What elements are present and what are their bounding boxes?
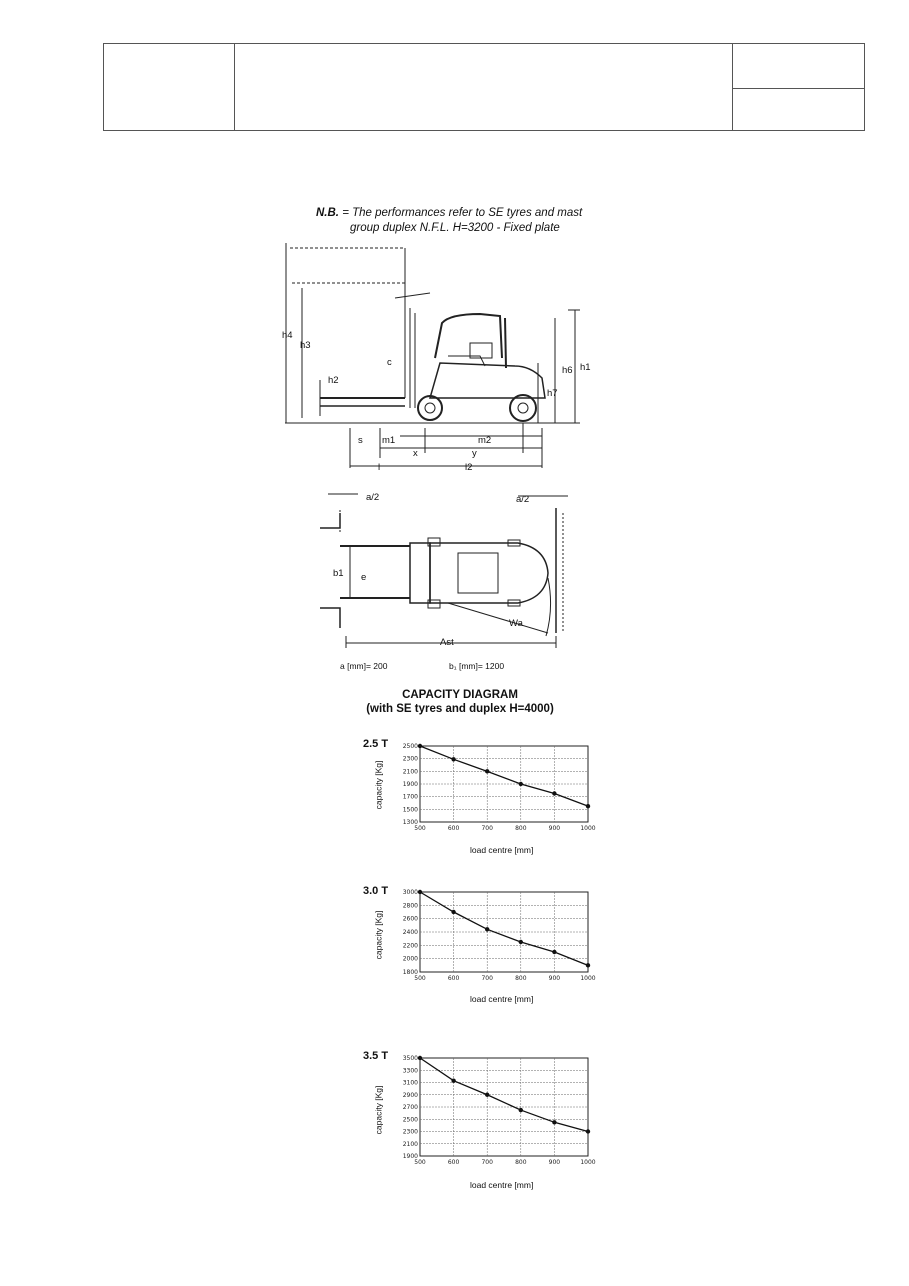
y-tick-label: 2100 [402,1140,418,1148]
data-point [485,927,489,931]
label-h1: h1 [580,362,591,373]
x-tick-label: 1000 [580,1159,596,1166]
x-tick-label: 900 [548,975,561,982]
y-tick-label: 2500 [402,1116,418,1124]
y-tick-label: 3100 [402,1079,418,1087]
capacity-subtitle: (with SE tyres and duplex H=4000) [366,703,554,715]
capacity-chart-2-5t [400,744,600,834]
y-tick-label: 2400 [402,929,418,936]
header-page-cell [732,88,864,130]
y-tick-label: 3500 [402,1055,418,1062]
capacity-series-line [420,892,588,965]
x-tick-label: 1000 [580,975,596,982]
y-tick-label: 1800 [402,969,418,976]
label-l2: l2 [465,462,473,473]
chart-1-tag: 2.5 T [363,738,389,750]
y-tick-label: 2700 [402,1104,418,1111]
label-s: s [358,435,363,446]
label-ast: Ast [440,637,454,648]
y-tick-label: 1500 [402,806,418,814]
capacity-chart-3-5t [400,1056,600,1168]
data-point [418,744,422,748]
y-tick-label: 2300 [402,1128,418,1136]
note-line1: = The performances refer to SE tyres and mast [339,207,583,219]
label-y: y [472,448,477,459]
x-tick-label: 600 [447,825,460,832]
label-a2-left: a/2 [366,492,380,503]
data-point [451,757,455,761]
x-tick-label: 700 [481,1159,493,1166]
x-tick-label: 600 [447,1159,460,1166]
label-c: c [387,357,392,368]
label-h2: h2 [328,375,339,386]
y-tick-label: 2300 [402,755,418,763]
data-point [418,1056,422,1060]
x-tick-label: 500 [414,975,426,982]
x-tick-label: 700 [481,975,493,982]
y-tick-label: 1900 [402,1153,418,1160]
chart-1-ylabel: capacity [Kg] [373,760,384,810]
y-tick-label: 1300 [402,819,418,826]
note-line2: group duplex N.F.L. H=3200 - Fixed plate [350,222,560,234]
chart-2-ylabel: capacity [Kg] [373,910,384,960]
label-wa: Wa [509,618,523,629]
y-tick-label: 2900 [402,1091,418,1099]
x-tick-label: 900 [548,1159,561,1166]
data-point [519,940,523,944]
y-tick-label: 2200 [402,942,418,950]
data-point [586,804,590,808]
x-tick-label: 600 [447,975,460,982]
x-tick-label: 500 [414,825,426,832]
chart-3-ylabel: capacity [Kg] [373,1085,384,1135]
x-tick-label: 900 [548,825,561,832]
x-tick-label: 800 [515,1159,527,1166]
label-a2-right: a/2 [516,494,530,505]
y-tick-label: 2500 [402,743,418,750]
data-point [552,950,556,954]
chart-2-xlabel: load centre [mm] [470,994,534,1004]
y-tick-label: 3300 [402,1067,418,1075]
label-l: l [378,462,381,473]
capacity-title: CAPACITY DIAGRAM [402,689,518,701]
forklift-top-view [318,488,578,658]
data-point [451,910,455,914]
y-tick-label: 2600 [402,915,418,923]
capacity-chart-3-0t [400,890,600,984]
y-tick-label: 3000 [402,889,418,896]
data-point [418,890,422,894]
x-tick-label: 800 [515,975,527,982]
forklift-side-view [280,238,600,478]
capacity-title-block [330,688,590,716]
label-x: x [413,448,418,459]
label-m2: m2 [478,435,492,446]
x-tick-label: 700 [481,825,493,832]
y-tick-label: 2000 [402,955,418,963]
chart-2-tag: 3.0 T [363,885,389,897]
label-h6: h6 [562,365,573,376]
y-tick-label: 1900 [402,781,418,788]
y-tick-label: 2100 [402,768,418,776]
chart-3-tag: 3.5 T [363,1050,389,1062]
label-e: e [361,572,367,583]
chart-3-xlabel: load centre [mm] [470,1180,534,1190]
label-b1: b1 [333,568,344,579]
data-point [586,963,590,967]
y-tick-label: 1700 [402,793,418,801]
x-tick-label: 800 [515,825,527,832]
label-h7: h7 [547,388,558,399]
x-tick-label: 1000 [580,825,596,832]
label-h3: h3 [300,340,311,351]
data-point [519,782,523,786]
y-tick-label: 2800 [402,902,418,910]
header-logo-cell [104,44,235,130]
label-h4: h4 [282,330,293,341]
data-point [552,791,556,795]
data-point [519,1108,523,1112]
data-point [552,1120,556,1124]
spec-b: b₁ [mm]= 1200 [449,661,505,671]
header-code-cell [732,44,864,89]
x-tick-label: 500 [414,1159,426,1166]
performance-note [316,206,616,236]
data-point [451,1078,455,1082]
capacity-series-line [420,746,588,806]
spec-a: a [mm]= 200 [340,661,388,671]
chart-1-xlabel: load centre [mm] [470,845,534,855]
data-point [586,1129,590,1133]
label-m1: m1 [382,435,396,446]
header-title-cell [234,44,733,130]
note-prefix: N.B. [316,207,339,219]
data-point [485,1093,489,1097]
data-point [485,769,489,773]
header-table [103,43,865,131]
